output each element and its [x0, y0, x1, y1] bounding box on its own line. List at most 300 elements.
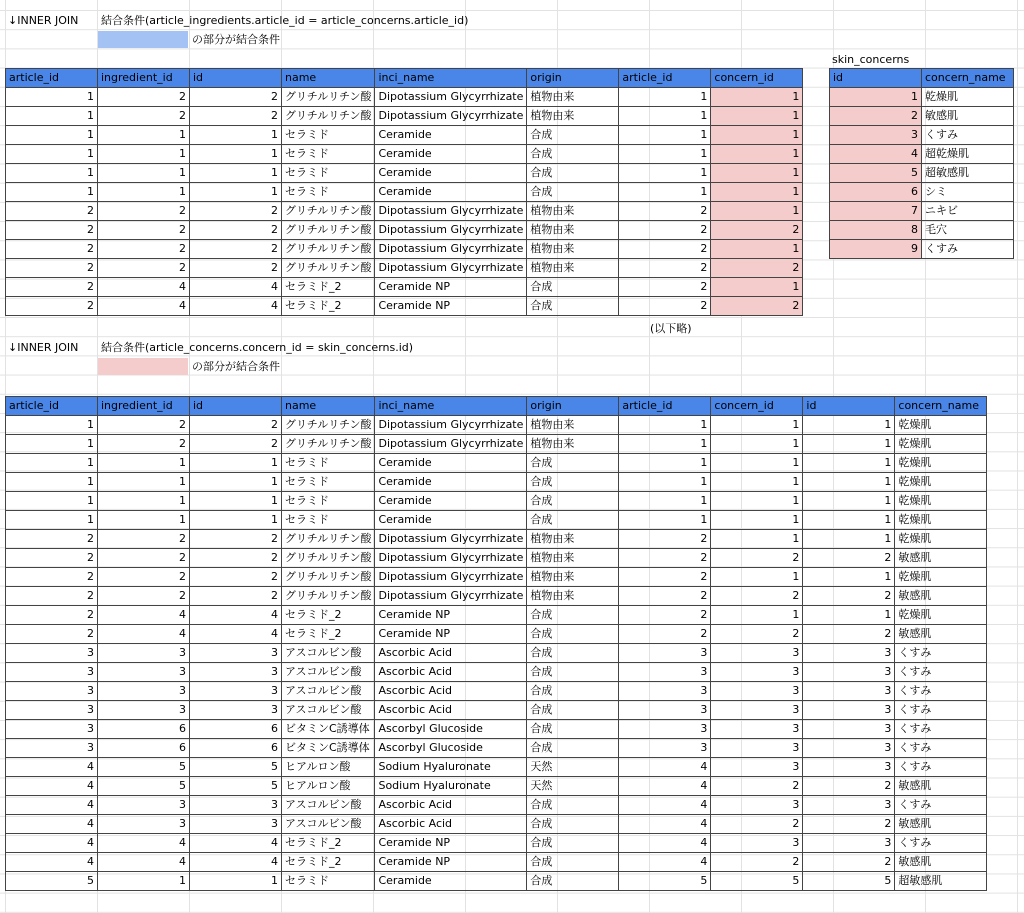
cell-article-id[interactable]: 5 — [6, 872, 98, 891]
cell-concern-name[interactable]: 敏感肌 — [895, 587, 987, 606]
cell-concern-id[interactable]: 1 — [711, 278, 803, 297]
cell-concern-name[interactable]: 敏感肌 — [895, 815, 987, 834]
cell-concern-id[interactable]: 1 — [711, 435, 803, 454]
cell-inci-name[interactable]: Ceramide NP — [375, 606, 527, 625]
column-header-article-id[interactable]: article_id — [6, 397, 98, 416]
cell-ingredient-id[interactable]: 2 — [98, 530, 190, 549]
cell-inci-name[interactable]: Dipotassium Glycyrrhizate — [375, 259, 527, 278]
cell-ingredient-id[interactable]: 4 — [98, 606, 190, 625]
cell-origin[interactable]: 合成 — [527, 606, 619, 625]
cell-id[interactable]: 2 — [190, 202, 282, 221]
cell-origin[interactable]: 合成 — [527, 625, 619, 644]
cell-inci-name[interactable]: Ceramide NP — [375, 297, 527, 316]
cell-concern-id[interactable]: 3 — [711, 644, 803, 663]
cell-id[interactable]: 4 — [190, 606, 282, 625]
cell-ingredient-id[interactable]: 1 — [98, 492, 190, 511]
cell-inci-name[interactable]: Dipotassium Glycyrrhizate — [375, 568, 527, 587]
cell-article-id[interactable]: 4 — [6, 853, 98, 872]
cell-id[interactable]: 5 — [830, 164, 922, 183]
cell-origin[interactable]: 合成 — [527, 126, 619, 145]
cell-inci-name[interactable]: Ascorbyl Glucoside — [375, 720, 527, 739]
cell-article-id[interactable]: 4 — [619, 834, 711, 853]
cell-id[interactable]: 3 — [803, 834, 895, 853]
cell-ingredient-id[interactable]: 3 — [98, 663, 190, 682]
column-header-ingredient-id[interactable]: ingredient_id — [98, 397, 190, 416]
cell-article-id[interactable]: 2 — [619, 240, 711, 259]
cell-inci-name[interactable]: Ascorbic Acid — [375, 701, 527, 720]
cell-id[interactable]: 4 — [190, 278, 282, 297]
cell-id[interactable]: 3 — [190, 663, 282, 682]
cell-ingredient-id[interactable]: 1 — [98, 126, 190, 145]
column-header-article-id[interactable]: article_id — [619, 69, 711, 88]
cell-id[interactable]: 3 — [803, 739, 895, 758]
cell-name[interactable]: アスコルビン酸 — [282, 663, 375, 682]
cell-name[interactable]: セラミド — [282, 145, 375, 164]
column-header-id[interactable]: id — [803, 397, 895, 416]
cell-origin[interactable]: 合成 — [527, 872, 619, 891]
cell-origin[interactable]: 合成 — [527, 145, 619, 164]
cell-id[interactable]: 3 — [190, 644, 282, 663]
cell-inci-name[interactable]: Ceramide — [375, 183, 527, 202]
cell-name[interactable]: グリチルリチン酸 — [282, 568, 375, 587]
cell-inci-name[interactable]: Ceramide — [375, 454, 527, 473]
cell-concern-id[interactable]: 1 — [711, 530, 803, 549]
cell-origin[interactable]: 植物由来 — [527, 568, 619, 587]
cell-id[interactable]: 2 — [803, 625, 895, 644]
cell-inci-name[interactable]: Dipotassium Glycyrrhizate — [375, 587, 527, 606]
cell-ingredient-id[interactable]: 3 — [98, 682, 190, 701]
cell-name[interactable]: グリチルリチン酸 — [282, 202, 375, 221]
cell-id[interactable]: 2 — [190, 435, 282, 454]
cell-id[interactable]: 2 — [803, 587, 895, 606]
cell-concern-id[interactable]: 1 — [711, 107, 803, 126]
cell-concern-name[interactable]: 敏感肌 — [895, 777, 987, 796]
cell-id[interactable]: 2 — [190, 240, 282, 259]
column-header-name[interactable]: name — [282, 397, 375, 416]
cell-concern-id[interactable]: 2 — [711, 259, 803, 278]
cell-name[interactable]: セラミド_2 — [282, 606, 375, 625]
cell-id[interactable]: 4 — [190, 297, 282, 316]
cell-id[interactable]: 2 — [190, 107, 282, 126]
cell-ingredient-id[interactable]: 3 — [98, 701, 190, 720]
cell-name[interactable]: アスコルビン酸 — [282, 796, 375, 815]
cell-article-id[interactable]: 4 — [6, 758, 98, 777]
cell-ingredient-id[interactable]: 1 — [98, 511, 190, 530]
cell-article-id[interactable]: 2 — [619, 278, 711, 297]
cell-concern-name[interactable]: 敏感肌 — [895, 853, 987, 872]
cell-ingredient-id[interactable]: 2 — [98, 587, 190, 606]
cell-concern-name[interactable]: くすみ — [895, 758, 987, 777]
cell-concern-name[interactable]: 超敏感肌 — [922, 164, 1014, 183]
cell-ingredient-id[interactable]: 6 — [98, 720, 190, 739]
cell-id[interactable]: 2 — [190, 221, 282, 240]
cell-name[interactable]: セラミド — [282, 872, 375, 891]
cell-article-id[interactable]: 2 — [6, 625, 98, 644]
cell-origin[interactable]: 合成 — [527, 473, 619, 492]
cell-origin[interactable]: 合成 — [527, 492, 619, 511]
cell-inci-name[interactable]: Dipotassium Glycyrrhizate — [375, 549, 527, 568]
cell-ingredient-id[interactable]: 2 — [98, 549, 190, 568]
cell-article-id[interactable]: 4 — [6, 796, 98, 815]
cell-concern-id[interactable]: 3 — [711, 720, 803, 739]
cell-ingredient-id[interactable]: 1 — [98, 145, 190, 164]
cell-id[interactable]: 7 — [830, 202, 922, 221]
cell-name[interactable]: セラミド — [282, 126, 375, 145]
cell-concern-name[interactable]: 乾燥肌 — [895, 568, 987, 587]
cell-concern-id[interactable]: 2 — [711, 625, 803, 644]
cell-name[interactable]: グリチルリチン酸 — [282, 530, 375, 549]
cell-ingredient-id[interactable]: 5 — [98, 758, 190, 777]
cell-id[interactable]: 9 — [830, 240, 922, 259]
cell-ingredient-id[interactable]: 2 — [98, 568, 190, 587]
cell-ingredient-id[interactable]: 1 — [98, 473, 190, 492]
cell-article-id[interactable]: 1 — [619, 183, 711, 202]
cell-id[interactable]: 1 — [803, 454, 895, 473]
cell-ingredient-id[interactable]: 4 — [98, 853, 190, 872]
cell-name[interactable]: グリチルリチン酸 — [282, 549, 375, 568]
cell-ingredient-id[interactable]: 2 — [98, 259, 190, 278]
cell-inci-name[interactable]: Ceramide — [375, 473, 527, 492]
cell-ingredient-id[interactable]: 4 — [98, 297, 190, 316]
cell-id[interactable]: 6 — [190, 739, 282, 758]
cell-inci-name[interactable]: Ceramide NP — [375, 853, 527, 872]
cell-id[interactable]: 1 — [190, 511, 282, 530]
cell-ingredient-id[interactable]: 3 — [98, 815, 190, 834]
cell-id[interactable]: 3 — [803, 758, 895, 777]
cell-concern-id[interactable]: 1 — [711, 126, 803, 145]
cell-article-id[interactable]: 3 — [619, 739, 711, 758]
cell-concern-name[interactable]: 乾燥肌 — [895, 435, 987, 454]
cell-id[interactable]: 3 — [803, 682, 895, 701]
cell-inci-name[interactable]: Dipotassium Glycyrrhizate — [375, 202, 527, 221]
cell-id[interactable]: 6 — [190, 720, 282, 739]
cell-article-id[interactable]: 2 — [6, 587, 98, 606]
cell-article-id[interactable]: 4 — [619, 796, 711, 815]
cell-concern-name[interactable]: 超敏感肌 — [895, 872, 987, 891]
cell-article-id[interactable]: 4 — [619, 853, 711, 872]
cell-inci-name[interactable]: Ceramide — [375, 492, 527, 511]
cell-origin[interactable]: 合成 — [527, 297, 619, 316]
cell-id[interactable]: 8 — [830, 221, 922, 240]
cell-ingredient-id[interactable]: 6 — [98, 739, 190, 758]
cell-origin[interactable]: 植物由来 — [527, 240, 619, 259]
cell-inci-name[interactable]: Ceramide NP — [375, 625, 527, 644]
cell-origin[interactable]: 合成 — [527, 644, 619, 663]
cell-concern-id[interactable]: 1 — [711, 492, 803, 511]
cell-origin[interactable]: 合成 — [527, 701, 619, 720]
cell-article-id[interactable]: 1 — [6, 416, 98, 435]
cell-origin[interactable]: 植物由来 — [527, 416, 619, 435]
cell-concern-name[interactable]: 乾燥肌 — [895, 530, 987, 549]
cell-id[interactable]: 2 — [190, 587, 282, 606]
cell-id[interactable]: 1 — [190, 126, 282, 145]
cell-ingredient-id[interactable]: 1 — [98, 164, 190, 183]
cell-article-id[interactable]: 4 — [6, 777, 98, 796]
cell-name[interactable]: セラミド_2 — [282, 297, 375, 316]
cell-origin[interactable]: 合成 — [527, 720, 619, 739]
cell-origin[interactable]: 植物由来 — [527, 107, 619, 126]
cell-article-id[interactable]: 1 — [6, 454, 98, 473]
cell-article-id[interactable]: 1 — [619, 88, 711, 107]
cell-concern-id[interactable]: 1 — [711, 511, 803, 530]
cell-concern-name[interactable]: くすみ — [895, 739, 987, 758]
column-header-ingredient-id[interactable]: ingredient_id — [98, 69, 190, 88]
cell-inci-name[interactable]: Dipotassium Glycyrrhizate — [375, 107, 527, 126]
cell-name[interactable]: セラミド — [282, 492, 375, 511]
cell-id[interactable]: 6 — [830, 183, 922, 202]
cell-concern-name[interactable]: 乾燥肌 — [922, 88, 1014, 107]
cell-ingredient-id[interactable]: 2 — [98, 202, 190, 221]
cell-article-id[interactable]: 2 — [6, 221, 98, 240]
cell-concern-name[interactable]: くすみ — [895, 720, 987, 739]
cell-id[interactable]: 4 — [190, 625, 282, 644]
cell-inci-name[interactable]: Ceramide — [375, 872, 527, 891]
cell-origin[interactable]: 植物由来 — [527, 530, 619, 549]
cell-concern-id[interactable]: 2 — [711, 297, 803, 316]
cell-article-id[interactable]: 1 — [619, 511, 711, 530]
cell-name[interactable]: ビタミンC誘導体 — [282, 720, 375, 739]
cell-origin[interactable]: 植物由来 — [527, 587, 619, 606]
cell-article-id[interactable]: 1 — [619, 107, 711, 126]
cell-name[interactable]: セラミド — [282, 473, 375, 492]
cell-concern-id[interactable]: 1 — [711, 88, 803, 107]
cell-article-id[interactable]: 3 — [6, 644, 98, 663]
cell-id[interactable]: 2 — [803, 549, 895, 568]
cell-article-id[interactable]: 1 — [6, 511, 98, 530]
cell-id[interactable]: 1 — [803, 473, 895, 492]
cell-ingredient-id[interactable]: 4 — [98, 834, 190, 853]
cell-id[interactable]: 1 — [190, 473, 282, 492]
cell-inci-name[interactable]: Ascorbic Acid — [375, 815, 527, 834]
cell-concern-id[interactable]: 2 — [711, 549, 803, 568]
cell-origin[interactable]: 合成 — [527, 511, 619, 530]
cell-id[interactable]: 1 — [803, 416, 895, 435]
cell-concern-id[interactable]: 1 — [711, 240, 803, 259]
cell-article-id[interactable]: 1 — [619, 126, 711, 145]
cell-concern-id[interactable]: 1 — [711, 568, 803, 587]
cell-inci-name[interactable]: Dipotassium Glycyrrhizate — [375, 530, 527, 549]
cell-article-id[interactable]: 1 — [6, 107, 98, 126]
cell-concern-name[interactable]: くすみ — [895, 663, 987, 682]
cell-name[interactable]: グリチルリチン酸 — [282, 416, 375, 435]
cell-article-id[interactable]: 2 — [619, 568, 711, 587]
cell-article-id[interactable]: 2 — [619, 587, 711, 606]
cell-id[interactable]: 2 — [190, 259, 282, 278]
cell-concern-name[interactable]: くすみ — [895, 644, 987, 663]
cell-article-id[interactable]: 2 — [6, 606, 98, 625]
cell-article-id[interactable]: 1 — [619, 473, 711, 492]
cell-id[interactable]: 2 — [803, 853, 895, 872]
cell-id[interactable]: 3 — [190, 682, 282, 701]
cell-concern-name[interactable]: くすみ — [895, 796, 987, 815]
cell-concern-name[interactable]: くすみ — [895, 682, 987, 701]
cell-name[interactable]: グリチルリチン酸 — [282, 107, 375, 126]
cell-inci-name[interactable]: Dipotassium Glycyrrhizate — [375, 435, 527, 454]
cell-inci-name[interactable]: Dipotassium Glycyrrhizate — [375, 240, 527, 259]
cell-id[interactable]: 3 — [830, 126, 922, 145]
cell-article-id[interactable]: 1 — [6, 126, 98, 145]
cell-name[interactable]: セラミド — [282, 183, 375, 202]
cell-concern-name[interactable]: くすみ — [895, 701, 987, 720]
cell-concern-id[interactable]: 2 — [711, 815, 803, 834]
cell-name[interactable]: セラミド — [282, 164, 375, 183]
cell-article-id[interactable]: 4 — [6, 834, 98, 853]
cell-concern-id[interactable]: 3 — [711, 682, 803, 701]
cell-article-id[interactable]: 1 — [6, 145, 98, 164]
cell-name[interactable]: アスコルビン酸 — [282, 815, 375, 834]
cell-concern-id[interactable]: 3 — [711, 834, 803, 853]
cell-id[interactable]: 1 — [803, 492, 895, 511]
column-header-origin[interactable]: origin — [527, 397, 619, 416]
cell-id[interactable]: 1 — [190, 183, 282, 202]
cell-article-id[interactable]: 3 — [6, 739, 98, 758]
cell-origin[interactable]: 合成 — [527, 164, 619, 183]
cell-origin[interactable]: 合成 — [527, 834, 619, 853]
cell-id[interactable]: 3 — [190, 796, 282, 815]
cell-id[interactable]: 4 — [190, 853, 282, 872]
column-header-id[interactable]: id — [190, 397, 282, 416]
cell-origin[interactable]: 合成 — [527, 739, 619, 758]
cell-inci-name[interactable]: Ceramide — [375, 164, 527, 183]
cell-name[interactable]: グリチルリチン酸 — [282, 88, 375, 107]
cell-name[interactable]: アスコルビン酸 — [282, 701, 375, 720]
cell-id[interactable]: 5 — [190, 758, 282, 777]
cell-concern-id[interactable]: 3 — [711, 701, 803, 720]
cell-article-id[interactable]: 2 — [619, 549, 711, 568]
cell-concern-name[interactable]: 敏感肌 — [895, 549, 987, 568]
cell-article-id[interactable]: 2 — [619, 625, 711, 644]
cell-inci-name[interactable]: Ceramide — [375, 511, 527, 530]
cell-ingredient-id[interactable]: 1 — [98, 454, 190, 473]
cell-id[interactable]: 3 — [190, 701, 282, 720]
cell-id[interactable]: 2 — [803, 777, 895, 796]
cell-concern-id[interactable]: 1 — [711, 202, 803, 221]
cell-origin[interactable]: 合成 — [527, 663, 619, 682]
cell-id[interactable]: 1 — [803, 606, 895, 625]
cell-article-id[interactable]: 1 — [619, 416, 711, 435]
cell-id[interactable]: 1 — [190, 454, 282, 473]
cell-article-id[interactable]: 3 — [619, 701, 711, 720]
cell-id[interactable]: 2 — [803, 815, 895, 834]
cell-id[interactable]: 1 — [830, 88, 922, 107]
cell-name[interactable]: セラミド_2 — [282, 278, 375, 297]
cell-inci-name[interactable]: Ceramide NP — [375, 278, 527, 297]
column-header-origin[interactable]: origin — [527, 69, 619, 88]
cell-id[interactable]: 3 — [803, 720, 895, 739]
cell-inci-name[interactable]: Ascorbic Acid — [375, 644, 527, 663]
cell-concern-name[interactable]: 乾燥肌 — [895, 454, 987, 473]
cell-article-id[interactable]: 2 — [6, 202, 98, 221]
cell-article-id[interactable]: 4 — [6, 815, 98, 834]
cell-concern-name[interactable]: 乾燥肌 — [895, 492, 987, 511]
cell-concern-name[interactable]: ニキビ — [922, 202, 1014, 221]
cell-name[interactable]: セラミド — [282, 454, 375, 473]
cell-concern-id[interactable]: 2 — [711, 777, 803, 796]
cell-id[interactable]: 1 — [190, 145, 282, 164]
cell-concern-id[interactable]: 1 — [711, 606, 803, 625]
cell-article-id[interactable]: 1 — [6, 164, 98, 183]
cell-concern-id[interactable]: 2 — [711, 221, 803, 240]
cell-ingredient-id[interactable]: 2 — [98, 416, 190, 435]
cell-id[interactable]: 4 — [190, 834, 282, 853]
cell-ingredient-id[interactable]: 2 — [98, 221, 190, 240]
cell-name[interactable]: グリチルリチン酸 — [282, 221, 375, 240]
cell-name[interactable]: セラミド_2 — [282, 853, 375, 872]
cell-article-id[interactable]: 3 — [619, 663, 711, 682]
cell-origin[interactable]: 植物由来 — [527, 202, 619, 221]
cell-origin[interactable]: 合成 — [527, 796, 619, 815]
cell-concern-id[interactable]: 1 — [711, 164, 803, 183]
cell-article-id[interactable]: 5 — [619, 872, 711, 891]
cell-ingredient-id[interactable]: 2 — [98, 240, 190, 259]
cell-id[interactable]: 2 — [190, 568, 282, 587]
cell-name[interactable]: ヒアルロン酸 — [282, 758, 375, 777]
column-header-inci-name[interactable]: inci_name — [375, 69, 527, 88]
cell-article-id[interactable]: 2 — [6, 259, 98, 278]
cell-id[interactable]: 3 — [803, 701, 895, 720]
cell-ingredient-id[interactable]: 2 — [98, 435, 190, 454]
cell-ingredient-id[interactable]: 4 — [98, 625, 190, 644]
cell-concern-name[interactable]: 敏感肌 — [895, 625, 987, 644]
cell-article-id[interactable]: 2 — [619, 606, 711, 625]
cell-article-id[interactable]: 2 — [6, 278, 98, 297]
cell-article-id[interactable]: 2 — [619, 221, 711, 240]
cell-concern-id[interactable]: 1 — [711, 473, 803, 492]
column-header-concern-id[interactable]: concern_id — [711, 69, 803, 88]
column-header-concern-id[interactable]: concern_id — [711, 397, 803, 416]
cell-concern-id[interactable]: 3 — [711, 739, 803, 758]
cell-id[interactable]: 3 — [803, 663, 895, 682]
cell-inci-name[interactable]: Dipotassium Glycyrrhizate — [375, 88, 527, 107]
cell-inci-name[interactable]: Ascorbic Acid — [375, 682, 527, 701]
cell-origin[interactable]: 合成 — [527, 815, 619, 834]
cell-name[interactable]: セラミド_2 — [282, 625, 375, 644]
cell-id[interactable]: 5 — [803, 872, 895, 891]
cell-concern-name[interactable]: くすみ — [895, 834, 987, 853]
cell-article-id[interactable]: 1 — [619, 145, 711, 164]
cell-article-id[interactable]: 3 — [6, 682, 98, 701]
cell-inci-name[interactable]: Ascorbic Acid — [375, 796, 527, 815]
cell-name[interactable]: セラミド — [282, 511, 375, 530]
cell-article-id[interactable]: 2 — [619, 202, 711, 221]
cell-article-id[interactable]: 2 — [6, 568, 98, 587]
column-header-id[interactable]: id — [190, 69, 282, 88]
cell-article-id[interactable]: 2 — [6, 297, 98, 316]
cell-concern-name[interactable]: くすみ — [922, 126, 1014, 145]
cell-concern-id[interactable]: 1 — [711, 183, 803, 202]
cell-article-id[interactable]: 4 — [619, 815, 711, 834]
cell-concern-id[interactable]: 1 — [711, 145, 803, 164]
cell-name[interactable]: アスコルビン酸 — [282, 644, 375, 663]
cell-id[interactable]: 1 — [190, 164, 282, 183]
cell-id[interactable]: 3 — [803, 796, 895, 815]
cell-concern-name[interactable]: 乾燥肌 — [895, 416, 987, 435]
cell-article-id[interactable]: 1 — [619, 454, 711, 473]
cell-inci-name[interactable]: Sodium Hyaluronate — [375, 758, 527, 777]
cell-id[interactable]: 4 — [830, 145, 922, 164]
cell-article-id[interactable]: 3 — [6, 720, 98, 739]
cell-article-id[interactable]: 3 — [619, 682, 711, 701]
cell-inci-name[interactable]: Ceramide — [375, 126, 527, 145]
cell-concern-id[interactable]: 1 — [711, 416, 803, 435]
cell-concern-id[interactable]: 2 — [711, 587, 803, 606]
cell-origin[interactable]: 植物由来 — [527, 435, 619, 454]
cell-concern-name[interactable]: くすみ — [922, 240, 1014, 259]
cell-ingredient-id[interactable]: 2 — [98, 88, 190, 107]
cell-article-id[interactable]: 1 — [619, 435, 711, 454]
cell-ingredient-id[interactable]: 2 — [98, 107, 190, 126]
cell-concern-id[interactable]: 1 — [711, 454, 803, 473]
